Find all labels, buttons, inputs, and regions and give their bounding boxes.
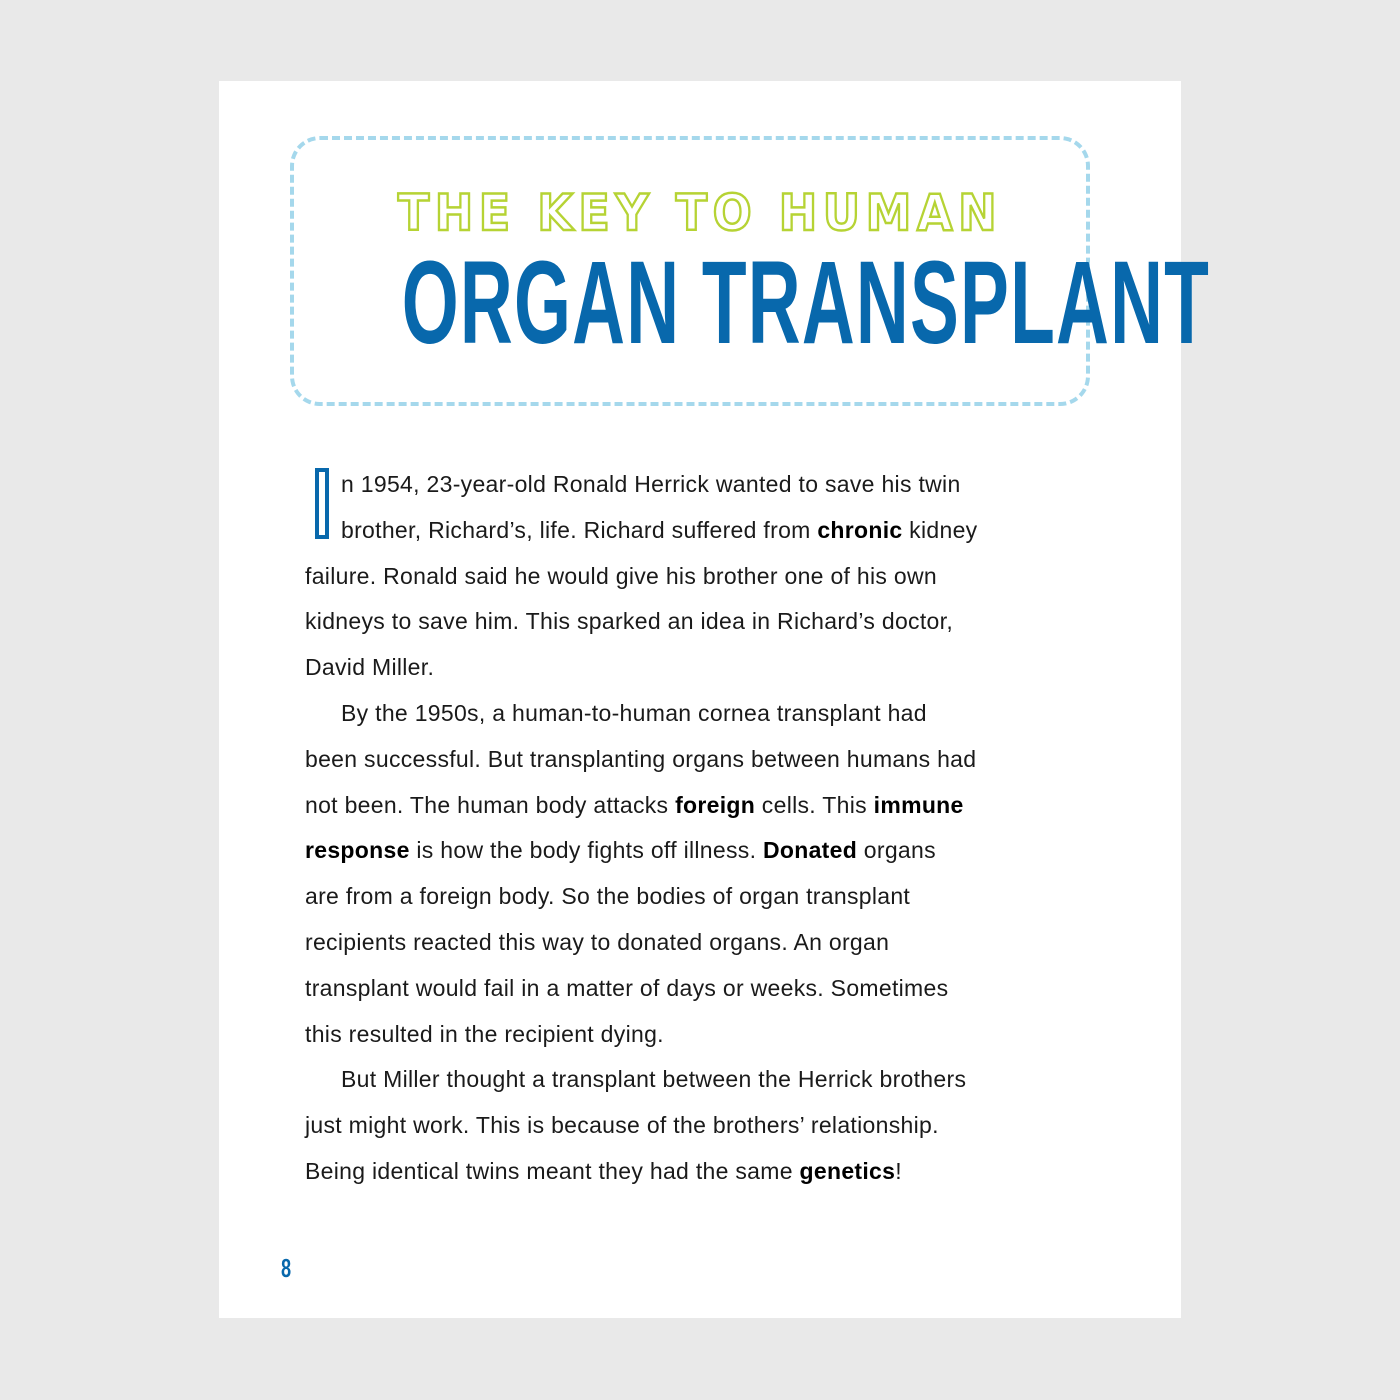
body-line: But Miller thought a transplant between the Herrick brothers — [341, 1066, 967, 1093]
body-line: this resulted in the recipient dying. — [305, 1020, 664, 1047]
page-number: 8 — [281, 1253, 292, 1283]
body-line: By the 1950s, a human-to-human cornea transplant had — [341, 699, 927, 726]
body-line: n 1954, 23-year-old Ronald Herrick wanted to save his twin — [341, 471, 961, 497]
title-line-1: THE KEY TO HUMAN — [397, 184, 1003, 242]
body-line: are from a foreign body. So the bodies of organ transplant — [305, 883, 911, 910]
glossary-term: immune — [873, 791, 964, 818]
body-line: Being identical twins meant they had the same genetics! — [305, 1157, 902, 1184]
book-page — [219, 81, 1211, 1318]
glossary-term: genetics — [799, 1157, 896, 1184]
body-line: been successful. But transplanting organs between humans had — [305, 745, 977, 772]
title-line-2: ORGAN TRANSPLANT — [401, 237, 1211, 369]
glossary-term: response — [305, 837, 410, 864]
body-line: kidneys to save him. This sparked an idea in Richard’s doctor, — [305, 608, 954, 635]
body-line: just might work. This is because of the brothers’ relationship. — [305, 1112, 939, 1139]
body-text — [305, 462, 1095, 1195]
glossary-term: chronic — [817, 516, 903, 543]
body-line: David Miller. — [305, 654, 435, 681]
body-line: transplant would fail in a matter of days or weeks. Sometimes — [305, 974, 949, 1001]
body-line: not been. The human body attacks foreign cells. This immune — [305, 791, 964, 818]
body-line: failure. Ronald said he would give his brother one of his own — [305, 562, 937, 589]
body-line: recipients reacted this way to donated organs. An organ — [305, 928, 890, 955]
body-line: response is how the body fights off illness. Donated organs — [305, 837, 936, 864]
glossary-term: Donated — [762, 837, 858, 864]
glossary-term: foreign — [675, 791, 756, 818]
body-line: brother, Richard’s, life. Richard suffered from chronic kidney — [341, 516, 978, 543]
